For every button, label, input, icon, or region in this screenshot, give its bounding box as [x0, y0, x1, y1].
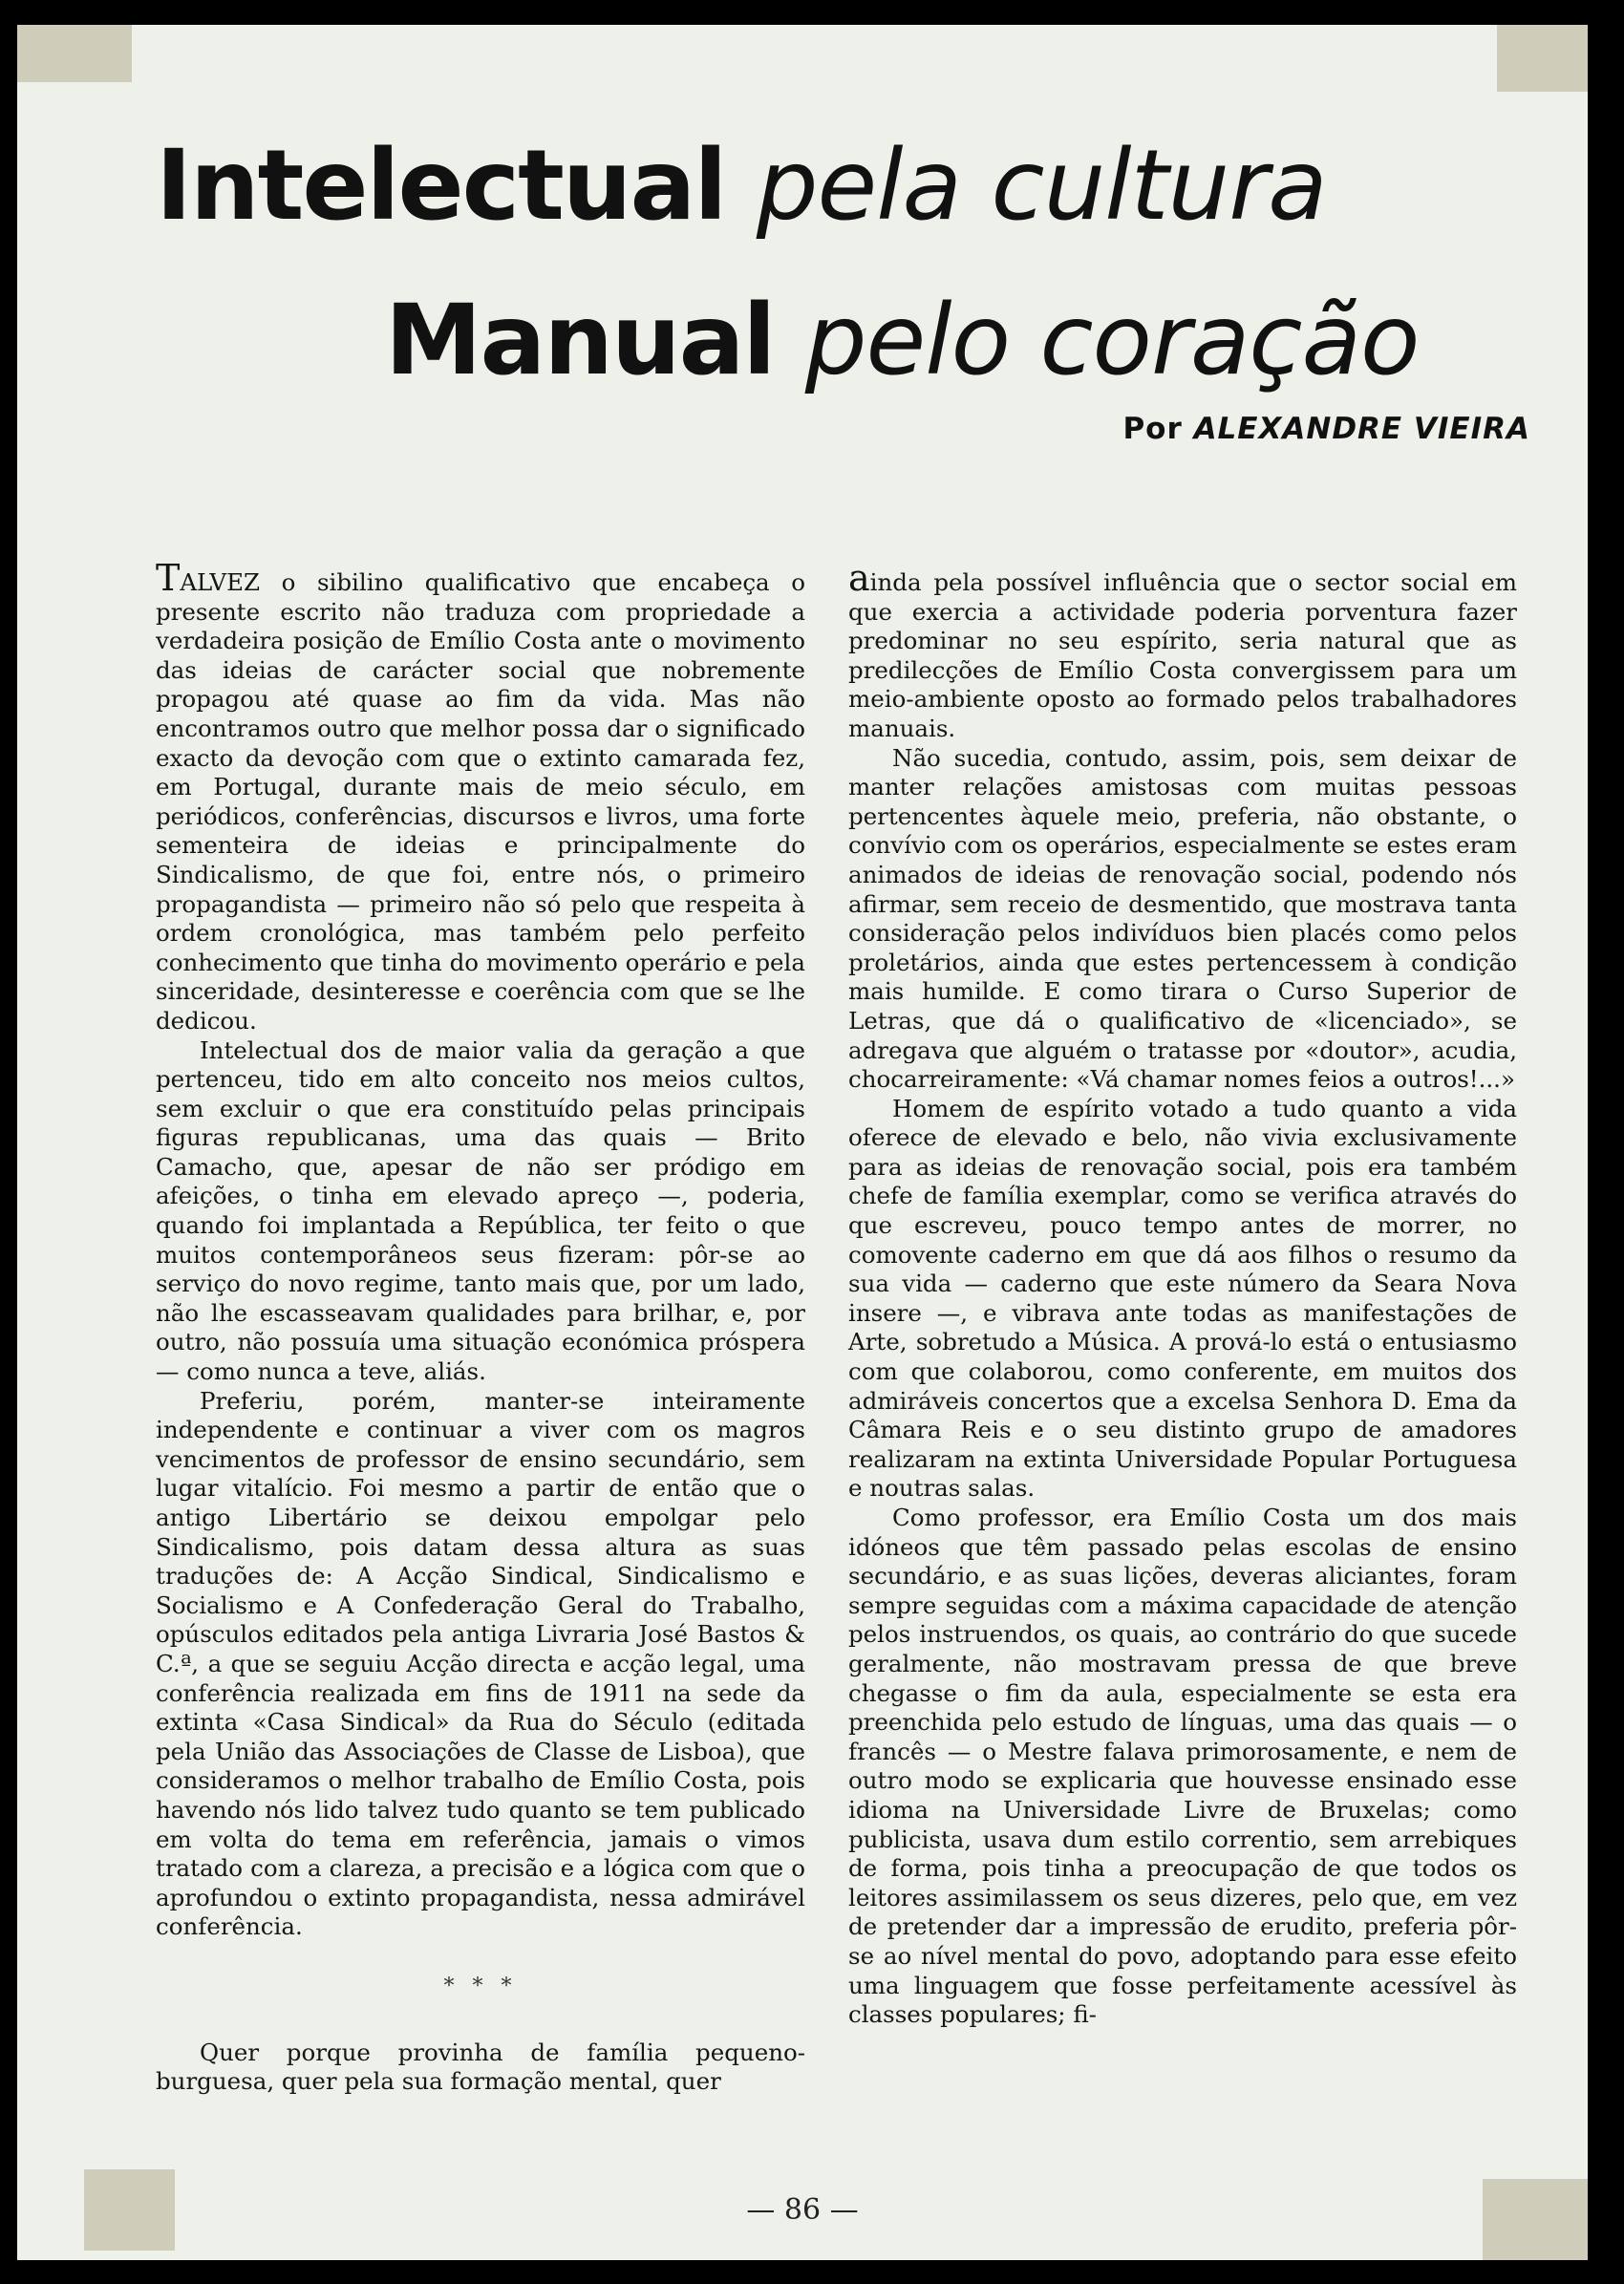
title-line-2-bold: Manual	[385, 284, 775, 397]
byline-author: ALEXANDRE VIEIRA	[1193, 412, 1530, 446]
byline-prefix: Por	[1122, 412, 1183, 446]
title-line-1	[156, 129, 1327, 243]
paragraph: Intelectual dos de maior valia da geração a que pertenceu, tido em alto conceito nos meios cultos, sem excluir o que era constituído pelas principais figuras republicanas, uma das quais — Brito Camacho, que, apesar de não ser pródigo em afeições, o tinha em elevado apreço —, poderia, quando foi implantada a República, ter feito o que muitos contemporâneos seus fizeram: pôr-se ao serviço do novo regime, tanto mais que, por um lado, não lhe escasseavam qualidades para brilhar, e, por outro, não possuía uma situação económica próspera — como nunca a teve, aliás.	[156, 1035, 805, 1386]
section-ornament: * * *	[443, 1974, 518, 1998]
document-page	[17, 25, 1588, 2260]
paragraph: TALVEZ o sibilino qualificativo que encabeça o presente escrito não traduza com propriedade a verdadeira posição de Emílio Costa ante o movimento das ideias de carácter social que nobremente propagou até quase ao fim da vida. Mas não encontramos outro que melhor possa dar o significado exacto da devoção com que o extinto camarada fez, em Portugal, durante mais de meio século, em periódicos, conferências, discursos e livros, uma forte sementeira de ideias e principalmente do Sindicalismo, de que foi, entre nós, o primeiro propagandista — primeiro não só pelo que respeita à ordem cronológica, mas também pelo perfeito conhecimento que tinha do movimento operário e pela sinceridade, desinteresse e coerência com que se lhe dedicou.	[156, 557, 805, 1035]
title-line-1-light: pela cultura	[756, 129, 1327, 243]
right-column	[848, 557, 1517, 2030]
byline	[1122, 412, 1530, 446]
title-line-1-bold: Intelectual	[156, 129, 726, 243]
paragraph: Não sucedia, contudo, assim, pois, sem deixar de manter relações amistosas com muitas pessoas pertencentes àquele meio, preferia, não obstante, o convívio com os operários, especialmente se estes eram animados de ideias de renovação social, podendo nós afirmar, sem receio de desmentido, que mostrava tanta consideração pelos indivíduos bien placés como pelos proletários, ainda que estes pertencessem à condição mais humilde. E como tirara o Curso Superior de Letras, que dá o qualificativo de «licenciado», se adregava que alguém o tratasse por «doutor», acudia, chocarreiramente: «Vá chamar nomes feios a outros!...»	[848, 743, 1517, 1094]
page-number: — 86 —	[746, 2193, 859, 2227]
tape-mark	[1497, 25, 1588, 92]
paragraph: Como professor, era Emílio Costa um dos mais idóneos que têm passado pelas escolas de ensino secundário, e as suas lições, deveras aliciantes, foram sempre seguidas com a máxima capacidade de atenção pelos instruendos, os quais, ao contrário do que sucede geralmente, não mostravam pressa de que breve chegasse o fim da aula, especialmente se esta era preenchida pelo estudo de línguas, uma das quais — o francês — o Mestre falava primorosamente, e nem de outro modo se explicaria que houvesse ensinado esse idioma na Universidade Livre de Bruxelas; como publicista, usava dum estilo correntio, sem arrebiques de forma, pois tinha a preocupação de que todos os leitores assimilassem os seus dizeres, pelo que, em vez de pretender dar a impressão de erudito, preferia pôr-se ao nível mental do povo, adoptando para esse efeito uma linguagem que fosse perfeitamente acessível às classes populares; fi-	[848, 1504, 1517, 2029]
paragraph: ainda pela possível influência que o sector social em que exercia a actividade poderia porventura fazer predominar no seu espírito, seria natural que as predilecções de Emílio Costa convergissem para um meio-ambiente oposto ao formado pelos trabalhadores manuais.	[848, 557, 1517, 742]
title-line-2	[385, 284, 1420, 397]
paragraph: Quer porque provinha de família pequeno-burguesa, quer pela sua formação mental, quer	[156, 2038, 805, 2096]
left-column	[156, 557, 805, 2097]
title-line-2-light: pelo coração	[804, 284, 1420, 397]
tape-mark	[17, 25, 132, 82]
paragraph: Homem de espírito votado a tudo quanto a vida oferece de elevado e belo, não vivia exclusivamente para as ideias de renovação social, pois era também chefe de família exemplar, como se verifica através do que escreveu, pouco tempo antes de morrer, no comovente caderno em que dá aos filhos o resumo da sua vida — caderno que este número da Seara Nova insere —, e vibrava ante todas as manifestações de Arte, sobretudo a Música. A prová-lo está o entusiasmo com que colaborou, como conferente, em muitos dos admiráveis concertos que a excelsa Senhora D. Ema da Câmara Reis e o seu distinto grupo de amadores realizaram na extinta Universidade Popular Portuguesa e noutras salas.	[848, 1094, 1517, 1503]
paragraph: Preferiu, porém, manter-se inteiramente independente e continuar a viver com os magros vencimentos de professor de ensino secundário, sem lugar vitalício. Foi mesmo a partir de então que o antigo Libertário se deixou empolgar pelo Sindicalismo, pois datam dessa altura as suas traduções de: A Acção Sindical, Sindicalismo e Socialismo e A Confederação Geral do Trabalho, opúsculos editados pela antiga Livraria José Bastos & C.ª, a que se seguiu Acção directa e acção legal, uma conferência realizada em fins de 1911 na sede da extinta «Casa Sindical» da Rua do Século (editada pela União das Associações de Classe de Lisboa), que consideramos o melhor trabalho de Emílio Costa, pois havendo nós lido talvez tudo quanto se tem publicado em volta do tema em referência, jamais o vimos tratado com a clareza, a precisão e a lógica com que o aprofundou o extinto propagandista, nessa admirável conferência.	[156, 1386, 805, 1941]
